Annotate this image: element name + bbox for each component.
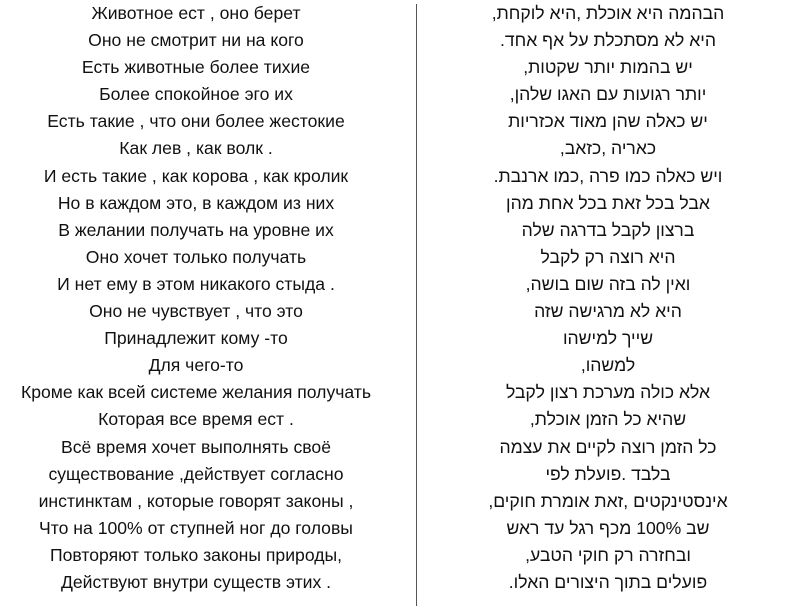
russian-line: Животное ест , оно берет xyxy=(91,3,301,23)
hebrew-line: כל הזמן רוצה לקיים את עצמה xyxy=(499,436,717,457)
hebrew-line: ברצון לקבל בדרגה שלה xyxy=(521,219,695,240)
hebrew-line: אבל בכל זאת בכל אחת מהן xyxy=(506,192,710,213)
russian-line: Всё время хочет выполнять своё xyxy=(61,436,331,457)
hebrew-line: היא רוצה רק לקבל xyxy=(540,246,676,267)
russian-line: Как лев , как волк . xyxy=(119,138,273,159)
russian-line: Более спокойное эго их xyxy=(99,84,293,105)
hebrew-line: ויש כאלה כמו פרה ,כמו ארנבת. xyxy=(493,165,723,186)
russian-line: Есть такие , что они более жестокие xyxy=(47,111,345,132)
russian-line: существование ,действует согласно xyxy=(48,463,344,484)
russian-line: Действуют внутри существ этих . xyxy=(60,571,332,592)
hebrew-text-column xyxy=(425,0,791,596)
hebrew-line: הבהמה היא אוכלת ,היא לוקחת, xyxy=(491,3,725,23)
russian-line: инстинктам , которые говорят законы , xyxy=(38,490,354,511)
hebrew-line: יש בהמות יותר שקטות, xyxy=(523,57,693,78)
hebrew-line: למשהו, xyxy=(580,355,636,376)
hebrew-line: שהיא כל הזמן אוכלת, xyxy=(529,409,687,430)
hebrew-line: היא לא מרגישה שזה xyxy=(534,301,682,322)
hebrew-line: אלא כולה מערכת רצון לקבל xyxy=(505,382,711,403)
russian-line: Кроме как всей системе желания получать xyxy=(20,382,372,403)
russian-line: Оно хочет только получать xyxy=(85,246,307,267)
hebrew-line: פועלים בתוך היצורים האלו. xyxy=(508,571,708,592)
russian-line: Оно не чувствует , что это xyxy=(89,301,303,322)
russian-line: Но в каждом это, в каждом из них xyxy=(57,192,335,213)
russian-line: Для чего-то xyxy=(148,355,244,376)
russian-line: В желании получать на уровне их xyxy=(58,219,334,240)
hebrew-line: כאריה ,כזאב, xyxy=(559,138,657,159)
column-divider xyxy=(416,4,417,606)
russian-text-column xyxy=(0,0,392,596)
hebrew-line: ובחזרה רק חוקי הטבע, xyxy=(525,544,691,565)
russian-line: Есть животные более тихие xyxy=(81,57,311,78)
hebrew-line: אינסטינקטים ,זאת אומרת חוקים, xyxy=(488,490,728,511)
russian-line: И есть такие , как корова , как кролик xyxy=(43,165,349,186)
hebrew-line: יש כאלה שהן מאוד אכזריות xyxy=(508,111,708,132)
hebrew-line: שב 100% מכף רגל עד ראש xyxy=(506,517,710,538)
russian-line: Которая все время ест . xyxy=(98,409,294,430)
russian-line: Что на 100% от ступней ног до головы xyxy=(39,517,353,538)
hebrew-line: בלבד .פועלת לפי xyxy=(545,463,671,484)
russian-line: Повторяют только законы природы, xyxy=(49,544,343,565)
russian-line: Принадлежит кому -то xyxy=(104,328,288,349)
hebrew-line: שייך למישהו xyxy=(562,328,654,349)
hebrew-line: היא לא מסתכלת על אף אחד. xyxy=(499,30,717,51)
hebrew-line: יותר רגועות עם האגו שלהן, xyxy=(509,84,707,105)
hebrew-line: ואין לה בזה שום בושה, xyxy=(525,273,691,294)
russian-line: И нет ему в этом никакого стыда . xyxy=(57,273,335,294)
russian-line: Оно не смотрит ни на кого xyxy=(88,30,304,51)
